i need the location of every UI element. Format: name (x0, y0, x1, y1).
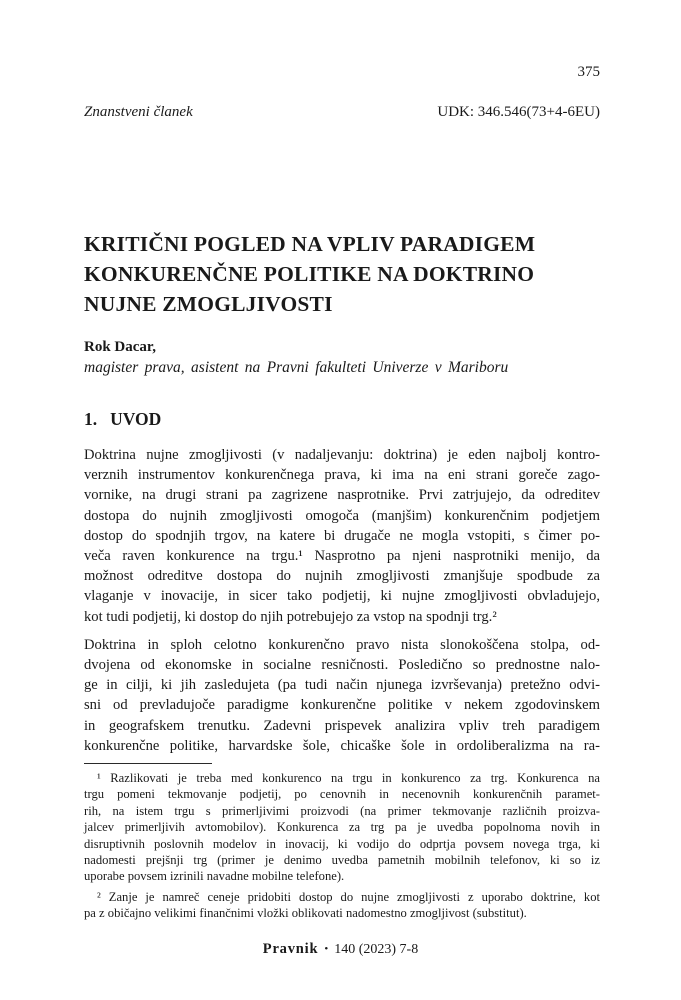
text-line: Doktrina nujne zmogljivosti (v nadaljevanju: doktrina) je eden najbolj kontro- (84, 447, 600, 463)
header-row (84, 103, 600, 121)
footnote-2 (84, 889, 600, 922)
text-line: kot tudi podjetij, ki dostop do njih potrebujejo za vstop na spodnji trg.² (84, 608, 497, 625)
article-type-label: Znanstveni članek (84, 104, 193, 120)
text-line: KONKURENČNE POLITIKE NA DOKTRINO (84, 262, 535, 286)
section-heading (84, 410, 600, 428)
footnote-separator-rule (84, 763, 212, 764)
article-title (84, 229, 600, 319)
text-line: rih, na istem trgu s primerljivimi proizvodi (na primer tekmovanje različnih proizva- (84, 803, 600, 818)
text-line: konkurenčne politike, harvardske šole, chicaške šole in ordoliberalizma na ra- (84, 737, 600, 754)
body-paragraph-1 (84, 445, 600, 627)
text-line: nadomesti prejšnji trg (primer je denimo uvedba pametnih mobilnih telefonov, ki so iz (84, 853, 600, 868)
text-line: ² Zanje je namreč ceneje pridobiti dostop do nujne zmogljivosti z uporabo doktrine, kot (97, 889, 600, 904)
text-line: uporabe povsem izrinili navadne mobilne telefone). (84, 869, 345, 884)
text-line: vlaganje v inovacije, in sicer tako podjetij, ki nujne zmogljivosti obvladujejo, (84, 588, 600, 605)
text-line: možnost odreditve dostopa do nujnih zmogljivosti zmanjšuje spodbude za (84, 568, 600, 585)
text-line: dostop do spodnjih trgov, na katere bi drugače ne mogla vstopiti, s čimer po- (84, 527, 600, 544)
text-line: dostopa do nujnih zmogljivosti omogoča (manjšim) konkurenčnim podjetjem (84, 507, 600, 524)
text-line: Doktrina in sploh celotno konkurenčno pravo nista slonokoščena stolpa, od- (84, 636, 600, 653)
text-line: ¹ Razlikovati je treba med konkurenco na trgu in konkurenco za trg. Konkurenca na (97, 771, 600, 786)
footnote-1 (84, 770, 600, 885)
text-line: disruptivnih poslovnih modelov in inovacij, ki vodijo do odprtja povsem novega trga, ki (84, 836, 600, 851)
text-line: ge in cilji, ki jih zasledujeta (pa tudi način njunega izvrševanja) pretežno odvi- (84, 677, 600, 694)
text-line: sni od prevladujoče paradigme konkurenčne politike v nekem zgodovinskem (84, 697, 600, 714)
text-line: KRITIČNI POGLED NA VPLIV PARADIGEM (84, 232, 536, 256)
bullet-separator: • (324, 943, 329, 955)
text-line: trgu pomeni tekmovanje podjetij, po cenovnih in necenovnih konkurenčnih paramet- (84, 787, 600, 802)
text-line: veča raven konkurence na trgu.¹ Nasprotno pa njeni nasprotniki menijo, da (84, 548, 600, 565)
text-line: verznih instrumentov konkurenčnega prava, ki ima na eni strani goreče zago- (84, 467, 600, 484)
issue-info: 140 (2023) 7-8 (334, 942, 419, 957)
page-footer (0, 941, 681, 958)
text-line: pa z običajno velikimi finančnimi vložki oblikovati nadomestno zmogljivost (substitut). (84, 906, 527, 921)
section-title: UVOD (110, 409, 162, 429)
text-line: jalcev primerljivih avtomobilov). Konkurenca za trg pa je uvedba popolnoma novih in (84, 820, 600, 835)
text-line: NUJNE ZMOGLJIVOSTI (84, 292, 333, 316)
author-affiliation: magister prava, asistent na Pravni fakulteti Univerze v Mariboru (84, 359, 509, 376)
udk-number: UDK: 346.546(73+4-6EU) (437, 104, 600, 120)
section-number: 1. (84, 409, 98, 429)
journal-name: Pravnik (262, 941, 319, 957)
text-line: vornike, na drugi strani pa zagrizene nasprotnike. Prvi zatrjujejo, da odreditev (84, 487, 600, 504)
page-number: 375 (577, 64, 600, 80)
text-line: dvojena od ekonomske in socialne resničnosti. Posledično so prednostne nalo- (84, 657, 600, 674)
text-line: in geografskem trenutku. Zadevni prispevek analizira vpliv treh paradigem (84, 717, 600, 734)
author-name: Rok Dacar, (84, 339, 156, 355)
body-paragraph-2 (84, 635, 600, 756)
